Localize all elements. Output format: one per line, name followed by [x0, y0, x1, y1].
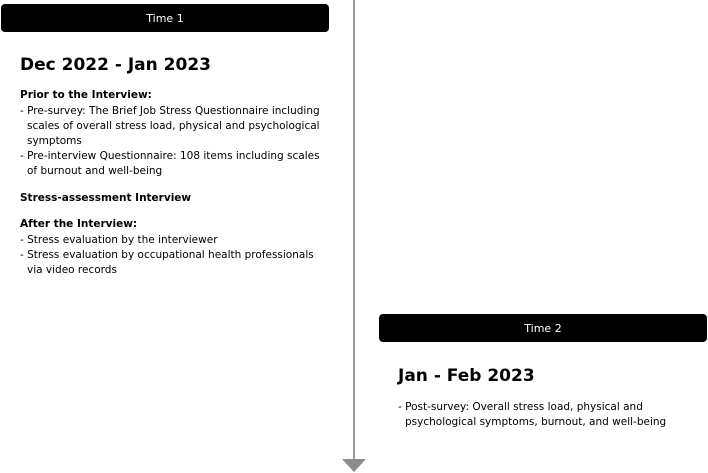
list-item: - Stress evaluation by occupational health professionals via video records: [20, 249, 314, 276]
list-item: - Post-survey: Overall stress load, physical and psychological symptoms, burnout, and well-being: [398, 401, 667, 428]
prior-interview-list: [20, 104, 320, 179]
timeline-line: [353, 0, 355, 460]
stress-assessment-interview-heading: Stress-assessment Interview: [20, 192, 192, 204]
time1-period-title: Dec 2022 - Jan 2023: [20, 55, 211, 75]
list-item: - Pre-interview Questionnaire: 108 items including scales of burnout and well-being: [20, 150, 320, 177]
time1-header-label: Time 1: [146, 11, 184, 25]
time2-header: [379, 314, 707, 342]
after-interview-heading: After the Interview:: [20, 218, 138, 230]
time2-header-label: Time 2: [524, 321, 562, 335]
timeline-arrow-icon: [342, 459, 366, 472]
time2-period-title: Jan - Feb 2023: [398, 366, 535, 386]
post-survey-list: [398, 400, 668, 430]
list-item: - Stress evaluation by the interviewer: [20, 234, 218, 246]
time1-header: [1, 4, 329, 32]
list-item: - Pre-survey: The Brief Job Stress Questionnaire including scales of overall stress load, physical and psychological symptoms: [20, 105, 320, 147]
prior-interview-heading: Prior to the Interview:: [20, 89, 152, 101]
after-interview-list: [20, 233, 320, 278]
